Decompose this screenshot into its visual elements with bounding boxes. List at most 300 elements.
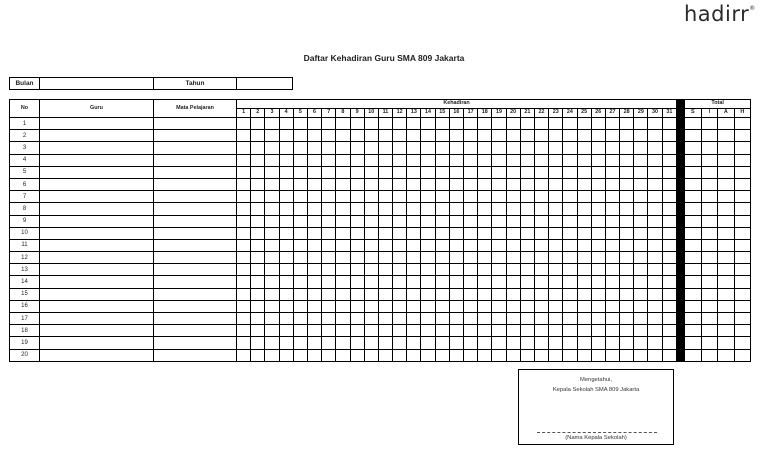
attendance-cell[interactable] bbox=[364, 215, 378, 227]
attendance-cell[interactable] bbox=[322, 349, 336, 361]
attendance-cell[interactable] bbox=[464, 118, 478, 130]
attendance-cell[interactable] bbox=[492, 264, 506, 276]
attendance-cell[interactable] bbox=[421, 349, 435, 361]
attendance-cell[interactable] bbox=[591, 154, 605, 166]
attendance-cell[interactable] bbox=[307, 349, 321, 361]
attendance-cell[interactable] bbox=[506, 203, 520, 215]
attendance-cell[interactable] bbox=[634, 154, 648, 166]
attendance-cell[interactable] bbox=[520, 325, 534, 337]
total-cell[interactable] bbox=[718, 130, 735, 142]
attendance-cell[interactable] bbox=[591, 215, 605, 227]
attendance-cell[interactable] bbox=[407, 203, 421, 215]
attendance-cell[interactable] bbox=[549, 300, 563, 312]
attendance-cell[interactable] bbox=[662, 130, 676, 142]
attendance-cell[interactable] bbox=[591, 337, 605, 349]
attendance-cell[interactable] bbox=[591, 349, 605, 361]
attendance-cell[interactable] bbox=[435, 325, 449, 337]
attendance-cell[interactable] bbox=[393, 300, 407, 312]
attendance-cell[interactable] bbox=[407, 264, 421, 276]
total-cell[interactable] bbox=[701, 130, 718, 142]
attendance-cell[interactable] bbox=[577, 337, 591, 349]
attendance-cell[interactable] bbox=[662, 178, 676, 190]
attendance-cell[interactable] bbox=[251, 337, 265, 349]
attendance-cell[interactable] bbox=[393, 178, 407, 190]
mata-pelajaran-cell[interactable] bbox=[154, 130, 237, 142]
attendance-cell[interactable] bbox=[449, 227, 463, 239]
attendance-cell[interactable] bbox=[279, 313, 293, 325]
attendance-cell[interactable] bbox=[279, 166, 293, 178]
attendance-cell[interactable] bbox=[662, 166, 676, 178]
attendance-cell[interactable] bbox=[336, 288, 350, 300]
attendance-cell[interactable] bbox=[492, 227, 506, 239]
attendance-cell[interactable] bbox=[393, 130, 407, 142]
attendance-cell[interactable] bbox=[449, 288, 463, 300]
total-cell[interactable] bbox=[685, 349, 702, 361]
attendance-cell[interactable] bbox=[237, 239, 251, 251]
guru-cell[interactable] bbox=[40, 313, 154, 325]
attendance-cell[interactable] bbox=[634, 178, 648, 190]
total-cell[interactable] bbox=[701, 288, 718, 300]
attendance-cell[interactable] bbox=[364, 191, 378, 203]
attendance-cell[interactable] bbox=[563, 142, 577, 154]
attendance-cell[interactable] bbox=[393, 252, 407, 264]
total-cell[interactable] bbox=[701, 252, 718, 264]
guru-cell[interactable] bbox=[40, 130, 154, 142]
attendance-cell[interactable] bbox=[563, 178, 577, 190]
attendance-cell[interactable] bbox=[393, 264, 407, 276]
attendance-cell[interactable] bbox=[407, 349, 421, 361]
attendance-cell[interactable] bbox=[435, 166, 449, 178]
attendance-cell[interactable] bbox=[591, 142, 605, 154]
attendance-cell[interactable] bbox=[620, 276, 634, 288]
attendance-cell[interactable] bbox=[251, 325, 265, 337]
attendance-cell[interactable] bbox=[478, 264, 492, 276]
total-cell[interactable] bbox=[718, 300, 735, 312]
attendance-cell[interactable] bbox=[605, 166, 619, 178]
attendance-cell[interactable] bbox=[265, 191, 279, 203]
attendance-cell[interactable] bbox=[563, 337, 577, 349]
attendance-cell[interactable] bbox=[251, 239, 265, 251]
attendance-cell[interactable] bbox=[435, 239, 449, 251]
attendance-cell[interactable] bbox=[350, 313, 364, 325]
guru-cell[interactable] bbox=[40, 264, 154, 276]
attendance-cell[interactable] bbox=[620, 264, 634, 276]
attendance-cell[interactable] bbox=[322, 288, 336, 300]
attendance-cell[interactable] bbox=[563, 252, 577, 264]
attendance-cell[interactable] bbox=[336, 337, 350, 349]
attendance-cell[interactable] bbox=[591, 118, 605, 130]
attendance-cell[interactable] bbox=[421, 203, 435, 215]
attendance-cell[interactable] bbox=[293, 349, 307, 361]
attendance-cell[interactable] bbox=[307, 276, 321, 288]
total-cell[interactable] bbox=[718, 325, 735, 337]
attendance-cell[interactable] bbox=[563, 166, 577, 178]
mata-pelajaran-cell[interactable] bbox=[154, 227, 237, 239]
total-cell[interactable] bbox=[734, 166, 751, 178]
total-cell[interactable] bbox=[685, 239, 702, 251]
attendance-cell[interactable] bbox=[464, 227, 478, 239]
attendance-cell[interactable] bbox=[265, 300, 279, 312]
attendance-cell[interactable] bbox=[605, 227, 619, 239]
total-cell[interactable] bbox=[685, 166, 702, 178]
attendance-cell[interactable] bbox=[364, 313, 378, 325]
attendance-cell[interactable] bbox=[322, 130, 336, 142]
total-cell[interactable] bbox=[718, 227, 735, 239]
attendance-cell[interactable] bbox=[464, 337, 478, 349]
attendance-cell[interactable] bbox=[407, 325, 421, 337]
total-cell[interactable] bbox=[734, 203, 751, 215]
attendance-cell[interactable] bbox=[478, 239, 492, 251]
attendance-cell[interactable] bbox=[322, 191, 336, 203]
attendance-cell[interactable] bbox=[237, 166, 251, 178]
attendance-cell[interactable] bbox=[591, 276, 605, 288]
attendance-cell[interactable] bbox=[577, 252, 591, 264]
attendance-cell[interactable] bbox=[577, 227, 591, 239]
attendance-cell[interactable] bbox=[322, 118, 336, 130]
attendance-cell[interactable] bbox=[577, 142, 591, 154]
attendance-cell[interactable] bbox=[520, 154, 534, 166]
attendance-cell[interactable] bbox=[520, 118, 534, 130]
attendance-cell[interactable] bbox=[648, 130, 662, 142]
total-cell[interactable] bbox=[685, 313, 702, 325]
attendance-cell[interactable] bbox=[563, 313, 577, 325]
attendance-cell[interactable] bbox=[563, 325, 577, 337]
attendance-cell[interactable] bbox=[293, 288, 307, 300]
total-cell[interactable] bbox=[701, 239, 718, 251]
attendance-cell[interactable] bbox=[577, 130, 591, 142]
total-cell[interactable] bbox=[685, 252, 702, 264]
total-cell[interactable] bbox=[734, 118, 751, 130]
attendance-cell[interactable] bbox=[279, 118, 293, 130]
total-cell[interactable] bbox=[718, 203, 735, 215]
attendance-cell[interactable] bbox=[464, 349, 478, 361]
attendance-cell[interactable] bbox=[407, 239, 421, 251]
attendance-cell[interactable] bbox=[407, 252, 421, 264]
attendance-cell[interactable] bbox=[449, 154, 463, 166]
total-cell[interactable] bbox=[701, 276, 718, 288]
attendance-cell[interactable] bbox=[648, 227, 662, 239]
attendance-cell[interactable] bbox=[350, 166, 364, 178]
attendance-cell[interactable] bbox=[506, 300, 520, 312]
total-cell[interactable] bbox=[734, 300, 751, 312]
attendance-cell[interactable] bbox=[563, 154, 577, 166]
attendance-cell[interactable] bbox=[534, 325, 548, 337]
attendance-cell[interactable] bbox=[421, 300, 435, 312]
attendance-cell[interactable] bbox=[251, 215, 265, 227]
attendance-cell[interactable] bbox=[435, 264, 449, 276]
attendance-cell[interactable] bbox=[478, 118, 492, 130]
attendance-cell[interactable] bbox=[336, 313, 350, 325]
attendance-cell[interactable] bbox=[279, 227, 293, 239]
total-cell[interactable] bbox=[685, 276, 702, 288]
attendance-cell[interactable] bbox=[520, 215, 534, 227]
attendance-cell[interactable] bbox=[407, 227, 421, 239]
mata-pelajaran-cell[interactable] bbox=[154, 118, 237, 130]
attendance-cell[interactable] bbox=[279, 276, 293, 288]
attendance-cell[interactable] bbox=[549, 191, 563, 203]
attendance-cell[interactable] bbox=[364, 264, 378, 276]
attendance-cell[interactable] bbox=[634, 239, 648, 251]
attendance-cell[interactable] bbox=[378, 227, 392, 239]
attendance-cell[interactable] bbox=[393, 325, 407, 337]
attendance-cell[interactable] bbox=[293, 325, 307, 337]
attendance-cell[interactable] bbox=[378, 252, 392, 264]
total-cell[interactable] bbox=[734, 239, 751, 251]
attendance-cell[interactable] bbox=[293, 142, 307, 154]
attendance-cell[interactable] bbox=[620, 142, 634, 154]
attendance-cell[interactable] bbox=[492, 191, 506, 203]
attendance-cell[interactable] bbox=[421, 118, 435, 130]
attendance-cell[interactable] bbox=[520, 239, 534, 251]
total-cell[interactable] bbox=[701, 166, 718, 178]
total-cell[interactable] bbox=[718, 191, 735, 203]
attendance-cell[interactable] bbox=[549, 178, 563, 190]
attendance-cell[interactable] bbox=[506, 178, 520, 190]
attendance-cell[interactable] bbox=[577, 118, 591, 130]
total-cell[interactable] bbox=[701, 300, 718, 312]
attendance-cell[interactable] bbox=[265, 142, 279, 154]
attendance-cell[interactable] bbox=[364, 227, 378, 239]
total-cell[interactable] bbox=[701, 118, 718, 130]
attendance-cell[interactable] bbox=[534, 118, 548, 130]
attendance-cell[interactable] bbox=[648, 191, 662, 203]
attendance-cell[interactable] bbox=[364, 252, 378, 264]
attendance-cell[interactable] bbox=[605, 203, 619, 215]
attendance-cell[interactable] bbox=[591, 252, 605, 264]
attendance-cell[interactable] bbox=[478, 313, 492, 325]
attendance-cell[interactable] bbox=[435, 118, 449, 130]
attendance-cell[interactable] bbox=[265, 276, 279, 288]
attendance-cell[interactable] bbox=[662, 264, 676, 276]
attendance-cell[interactable] bbox=[492, 166, 506, 178]
attendance-cell[interactable] bbox=[350, 349, 364, 361]
total-cell[interactable] bbox=[701, 178, 718, 190]
total-cell[interactable] bbox=[701, 264, 718, 276]
attendance-cell[interactable] bbox=[605, 118, 619, 130]
attendance-cell[interactable] bbox=[534, 154, 548, 166]
attendance-cell[interactable] bbox=[620, 227, 634, 239]
attendance-cell[interactable] bbox=[293, 166, 307, 178]
attendance-cell[interactable] bbox=[549, 337, 563, 349]
attendance-cell[interactable] bbox=[634, 300, 648, 312]
attendance-cell[interactable] bbox=[492, 349, 506, 361]
attendance-cell[interactable] bbox=[464, 203, 478, 215]
attendance-cell[interactable] bbox=[265, 178, 279, 190]
total-cell[interactable] bbox=[734, 191, 751, 203]
attendance-cell[interactable] bbox=[520, 142, 534, 154]
attendance-cell[interactable] bbox=[364, 118, 378, 130]
attendance-cell[interactable] bbox=[634, 264, 648, 276]
attendance-cell[interactable] bbox=[605, 313, 619, 325]
attendance-cell[interactable] bbox=[534, 142, 548, 154]
attendance-cell[interactable] bbox=[449, 276, 463, 288]
total-cell[interactable] bbox=[701, 227, 718, 239]
attendance-cell[interactable] bbox=[506, 142, 520, 154]
attendance-cell[interactable] bbox=[293, 130, 307, 142]
attendance-cell[interactable] bbox=[549, 264, 563, 276]
mata-pelajaran-cell[interactable] bbox=[154, 142, 237, 154]
attendance-cell[interactable] bbox=[534, 191, 548, 203]
attendance-cell[interactable] bbox=[506, 313, 520, 325]
attendance-cell[interactable] bbox=[620, 130, 634, 142]
attendance-cell[interactable] bbox=[534, 166, 548, 178]
attendance-cell[interactable] bbox=[265, 337, 279, 349]
attendance-cell[interactable] bbox=[421, 252, 435, 264]
attendance-cell[interactable] bbox=[237, 252, 251, 264]
total-cell[interactable] bbox=[734, 313, 751, 325]
mata-pelajaran-cell[interactable] bbox=[154, 191, 237, 203]
attendance-cell[interactable] bbox=[577, 349, 591, 361]
total-cell[interactable] bbox=[718, 215, 735, 227]
attendance-cell[interactable] bbox=[591, 191, 605, 203]
attendance-cell[interactable] bbox=[492, 325, 506, 337]
attendance-cell[interactable] bbox=[251, 227, 265, 239]
total-cell[interactable] bbox=[685, 337, 702, 349]
attendance-cell[interactable] bbox=[265, 203, 279, 215]
attendance-cell[interactable] bbox=[634, 252, 648, 264]
attendance-cell[interactable] bbox=[435, 288, 449, 300]
attendance-cell[interactable] bbox=[478, 142, 492, 154]
attendance-cell[interactable] bbox=[251, 203, 265, 215]
attendance-cell[interactable] bbox=[478, 300, 492, 312]
total-cell[interactable] bbox=[685, 300, 702, 312]
attendance-cell[interactable] bbox=[364, 288, 378, 300]
attendance-cell[interactable] bbox=[577, 191, 591, 203]
attendance-cell[interactable] bbox=[634, 166, 648, 178]
total-cell[interactable] bbox=[685, 215, 702, 227]
attendance-cell[interactable] bbox=[279, 349, 293, 361]
guru-cell[interactable] bbox=[40, 178, 154, 190]
attendance-cell[interactable] bbox=[251, 349, 265, 361]
attendance-cell[interactable] bbox=[577, 276, 591, 288]
attendance-cell[interactable] bbox=[307, 239, 321, 251]
attendance-cell[interactable] bbox=[449, 313, 463, 325]
attendance-cell[interactable] bbox=[492, 288, 506, 300]
attendance-cell[interactable] bbox=[378, 264, 392, 276]
total-cell[interactable] bbox=[685, 288, 702, 300]
attendance-cell[interactable] bbox=[591, 203, 605, 215]
attendance-cell[interactable] bbox=[549, 239, 563, 251]
attendance-cell[interactable] bbox=[591, 227, 605, 239]
attendance-cell[interactable] bbox=[421, 288, 435, 300]
attendance-cell[interactable] bbox=[520, 227, 534, 239]
tahun-field[interactable] bbox=[237, 78, 293, 90]
attendance-cell[interactable] bbox=[378, 300, 392, 312]
attendance-cell[interactable] bbox=[293, 178, 307, 190]
attendance-cell[interactable] bbox=[478, 337, 492, 349]
attendance-cell[interactable] bbox=[279, 191, 293, 203]
attendance-cell[interactable] bbox=[577, 325, 591, 337]
attendance-cell[interactable] bbox=[435, 203, 449, 215]
attendance-cell[interactable] bbox=[634, 130, 648, 142]
attendance-cell[interactable] bbox=[293, 252, 307, 264]
attendance-cell[interactable] bbox=[393, 166, 407, 178]
mata-pelajaran-cell[interactable] bbox=[154, 154, 237, 166]
attendance-cell[interactable] bbox=[279, 154, 293, 166]
attendance-cell[interactable] bbox=[237, 191, 251, 203]
attendance-cell[interactable] bbox=[634, 325, 648, 337]
attendance-cell[interactable] bbox=[534, 130, 548, 142]
mata-pelajaran-cell[interactable] bbox=[154, 178, 237, 190]
total-cell[interactable] bbox=[685, 130, 702, 142]
attendance-cell[interactable] bbox=[577, 300, 591, 312]
attendance-cell[interactable] bbox=[634, 337, 648, 349]
attendance-cell[interactable] bbox=[620, 203, 634, 215]
attendance-cell[interactable] bbox=[435, 191, 449, 203]
attendance-cell[interactable] bbox=[662, 215, 676, 227]
attendance-cell[interactable] bbox=[449, 215, 463, 227]
mata-pelajaran-cell[interactable] bbox=[154, 215, 237, 227]
total-cell[interactable] bbox=[685, 203, 702, 215]
attendance-cell[interactable] bbox=[237, 142, 251, 154]
attendance-cell[interactable] bbox=[322, 166, 336, 178]
total-cell[interactable] bbox=[734, 264, 751, 276]
attendance-cell[interactable] bbox=[563, 130, 577, 142]
mata-pelajaran-cell[interactable] bbox=[154, 313, 237, 325]
attendance-cell[interactable] bbox=[506, 154, 520, 166]
attendance-cell[interactable] bbox=[364, 300, 378, 312]
attendance-cell[interactable] bbox=[293, 313, 307, 325]
total-cell[interactable] bbox=[701, 325, 718, 337]
attendance-cell[interactable] bbox=[307, 118, 321, 130]
attendance-cell[interactable] bbox=[620, 166, 634, 178]
attendance-cell[interactable] bbox=[563, 118, 577, 130]
total-cell[interactable] bbox=[718, 178, 735, 190]
attendance-cell[interactable] bbox=[251, 252, 265, 264]
attendance-cell[interactable] bbox=[251, 191, 265, 203]
attendance-cell[interactable] bbox=[293, 276, 307, 288]
attendance-cell[interactable] bbox=[393, 239, 407, 251]
attendance-cell[interactable] bbox=[421, 276, 435, 288]
attendance-cell[interactable] bbox=[307, 337, 321, 349]
attendance-cell[interactable] bbox=[549, 154, 563, 166]
attendance-cell[interactable] bbox=[464, 313, 478, 325]
attendance-cell[interactable] bbox=[265, 215, 279, 227]
attendance-cell[interactable] bbox=[577, 154, 591, 166]
attendance-cell[interactable] bbox=[563, 191, 577, 203]
attendance-cell[interactable] bbox=[478, 325, 492, 337]
attendance-cell[interactable] bbox=[407, 166, 421, 178]
attendance-cell[interactable] bbox=[549, 166, 563, 178]
attendance-cell[interactable] bbox=[322, 264, 336, 276]
total-cell[interactable] bbox=[734, 130, 751, 142]
attendance-cell[interactable] bbox=[237, 178, 251, 190]
guru-cell[interactable] bbox=[40, 166, 154, 178]
attendance-cell[interactable] bbox=[364, 203, 378, 215]
attendance-cell[interactable] bbox=[237, 288, 251, 300]
attendance-cell[interactable] bbox=[265, 227, 279, 239]
total-cell[interactable] bbox=[718, 337, 735, 349]
mata-pelajaran-cell[interactable] bbox=[154, 349, 237, 361]
attendance-cell[interactable] bbox=[478, 130, 492, 142]
total-cell[interactable] bbox=[701, 191, 718, 203]
attendance-cell[interactable] bbox=[364, 154, 378, 166]
attendance-cell[interactable] bbox=[350, 215, 364, 227]
attendance-cell[interactable] bbox=[464, 178, 478, 190]
attendance-cell[interactable] bbox=[492, 154, 506, 166]
attendance-cell[interactable] bbox=[605, 142, 619, 154]
attendance-cell[interactable] bbox=[336, 276, 350, 288]
attendance-cell[interactable] bbox=[449, 191, 463, 203]
attendance-cell[interactable] bbox=[648, 313, 662, 325]
attendance-cell[interactable] bbox=[322, 300, 336, 312]
attendance-cell[interactable] bbox=[350, 130, 364, 142]
attendance-cell[interactable] bbox=[648, 154, 662, 166]
attendance-cell[interactable] bbox=[534, 252, 548, 264]
attendance-cell[interactable] bbox=[336, 349, 350, 361]
total-cell[interactable] bbox=[701, 349, 718, 361]
attendance-cell[interactable] bbox=[265, 264, 279, 276]
